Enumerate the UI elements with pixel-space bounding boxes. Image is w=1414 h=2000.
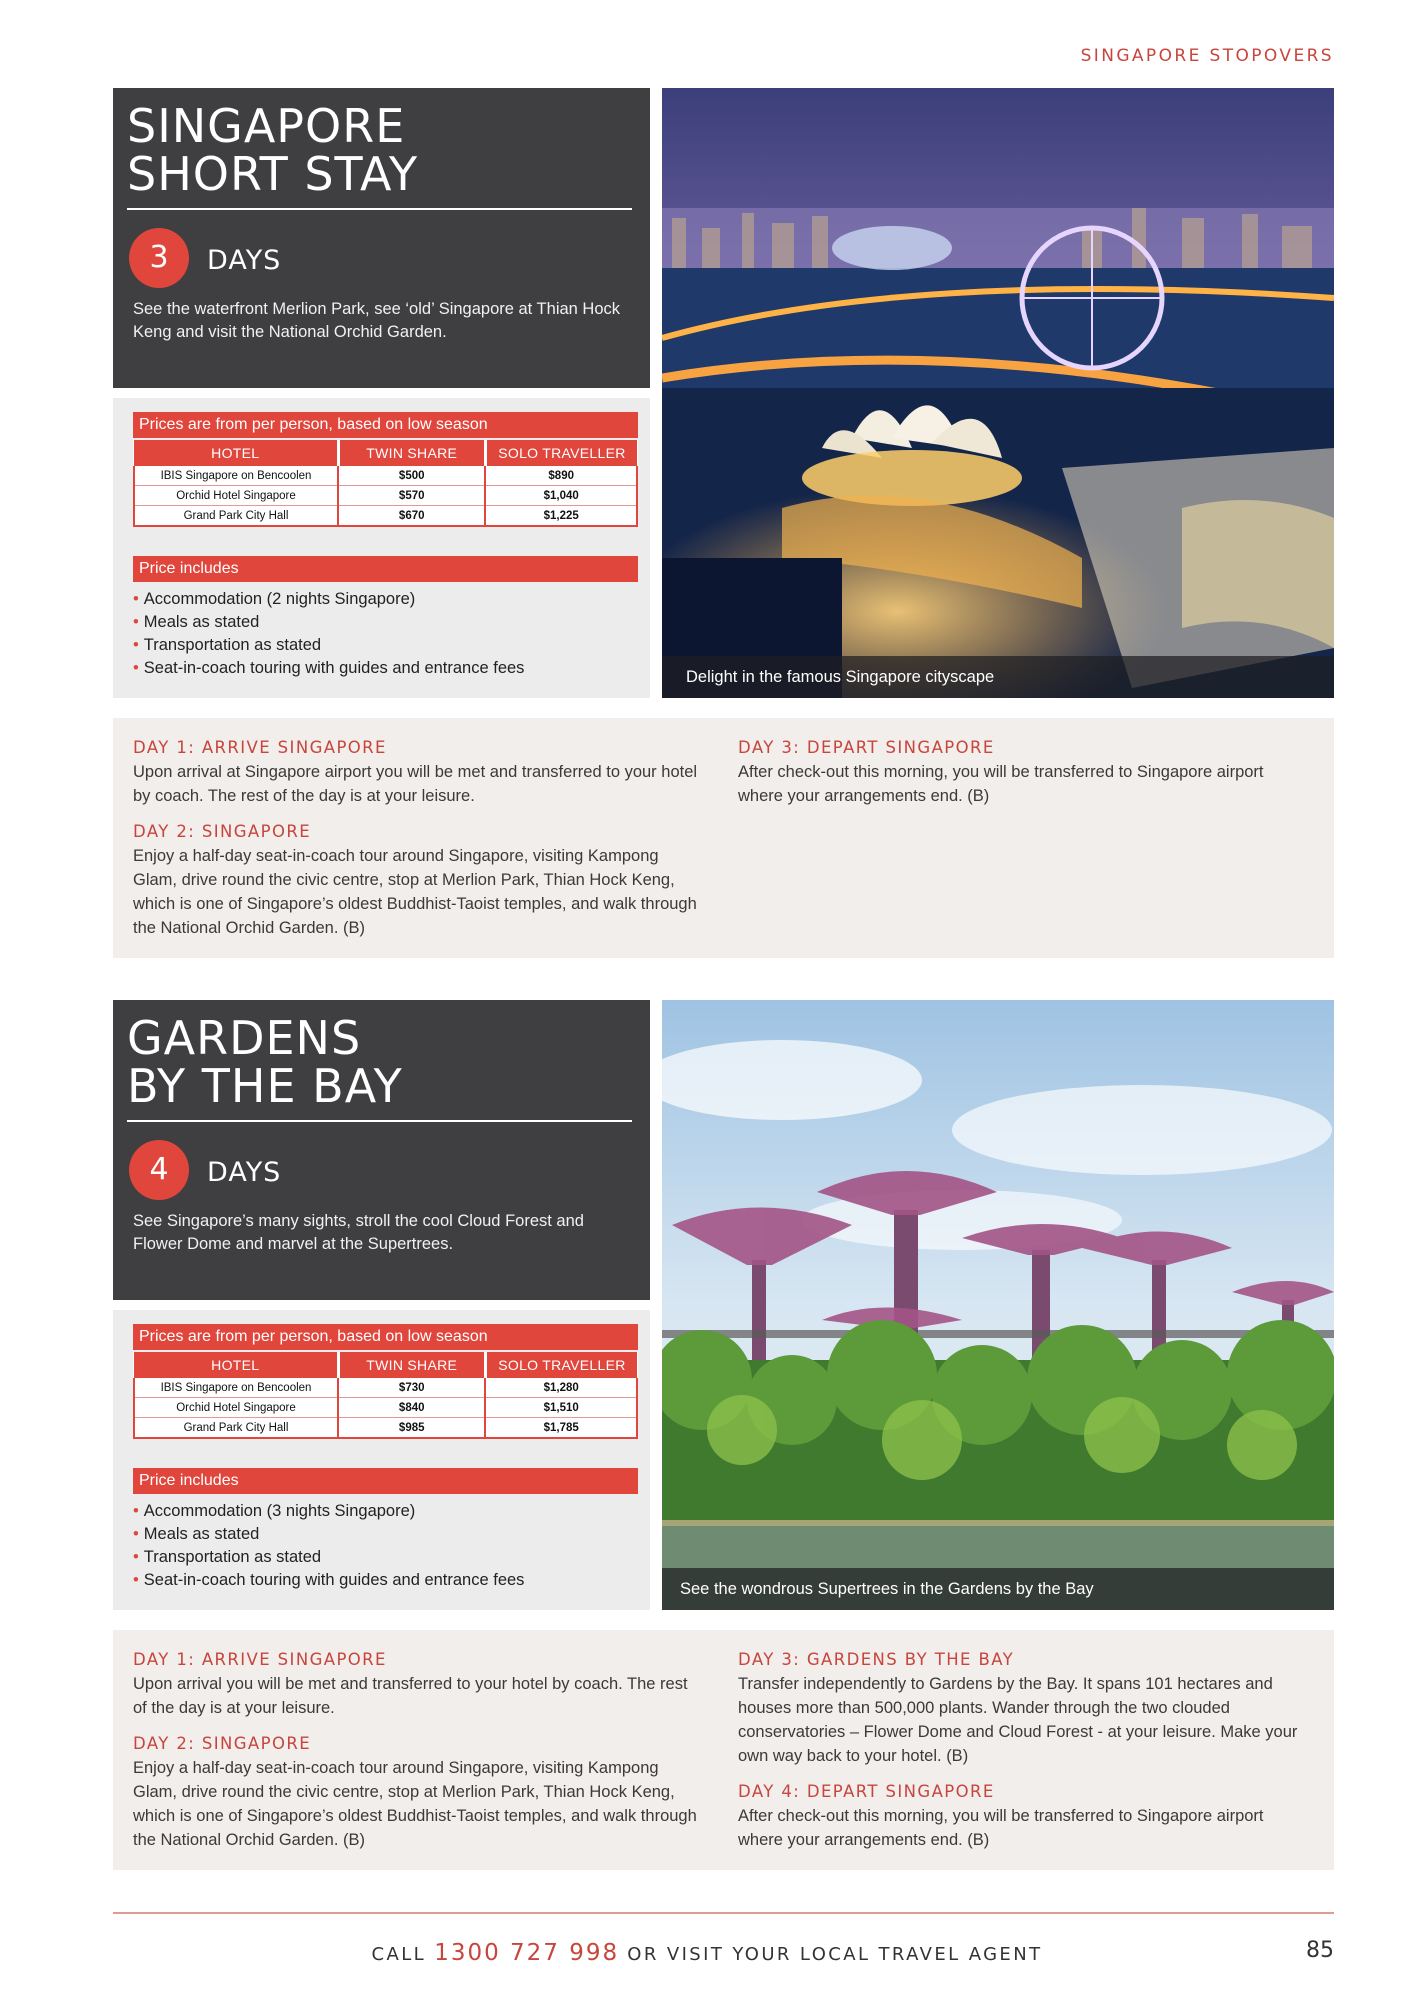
itinerary-panel bbox=[113, 718, 1334, 958]
price-table-header bbox=[134, 440, 637, 466]
list-item: • Transportation as stated bbox=[133, 1546, 524, 1569]
solo-price: $1,225 bbox=[485, 506, 637, 527]
price-table-header bbox=[134, 1352, 637, 1378]
days-label: DAYS bbox=[207, 245, 282, 276]
list-item: • Seat-in-coach touring with guides and entrance fees bbox=[133, 657, 524, 680]
solo-price: $890 bbox=[485, 466, 637, 486]
list-item: • Meals as stated bbox=[133, 611, 524, 634]
col-hotel: HOTEL bbox=[134, 440, 338, 466]
day-description: Upon arrival at Singapore airport you will be met and transferred to your hotel by coach. The rest of the day is at your leisure. bbox=[133, 763, 698, 805]
itinerary-day bbox=[738, 1780, 1303, 1852]
footer-divider bbox=[113, 1912, 1334, 1914]
solo-price: $1,785 bbox=[485, 1418, 637, 1439]
day-heading: DAY 1: ARRIVE SINGAPORE bbox=[133, 738, 387, 757]
photo-caption: See the wondrous Supertrees in the Gardens by the Bay bbox=[662, 1568, 1334, 1610]
day-description: Enjoy a half-day seat-in-coach tour around Singapore, visiting Kampong Glam, drive round the civic centre, stop at Merlion Park, Thian Hock Keng, which is one of Singapore’s oldest Buddhist-Taoist temples, and walk through the National Orchid Garden. (B) bbox=[133, 847, 697, 937]
itinerary-day bbox=[738, 1648, 1303, 1768]
photo-caption: Delight in the famous Singapore cityscape bbox=[662, 656, 1334, 698]
tour-title-line1: GARDENS bbox=[127, 1011, 362, 1065]
cityscape-illustration bbox=[662, 88, 1334, 698]
twin-share-price: $730 bbox=[338, 1378, 485, 1398]
col-solo-traveller: SOLO TRAVELLER bbox=[485, 440, 637, 466]
hotel-name: IBIS Singapore on Bencoolen bbox=[134, 1378, 338, 1398]
hotel-name: IBIS Singapore on Bencoolen bbox=[134, 466, 338, 486]
col-twin-share: TWIN SHARE bbox=[338, 1352, 485, 1378]
page-number: 85 bbox=[1306, 1938, 1334, 1963]
tour-title-panel bbox=[113, 1000, 650, 1300]
itinerary-day bbox=[738, 736, 1303, 808]
hotel-name: Grand Park City Hall bbox=[134, 1418, 338, 1439]
price-panel bbox=[113, 1310, 650, 1610]
itinerary-day bbox=[133, 736, 698, 808]
day-heading: DAY 1: ARRIVE SINGAPORE bbox=[133, 1650, 387, 1669]
hotel-name: Grand Park City Hall bbox=[134, 506, 338, 527]
cityscape-photo bbox=[662, 88, 1334, 698]
day-description: After check-out this morning, you will be transferred to Singapore airport where your arrangements end. (B) bbox=[738, 763, 1264, 805]
hotel-name: Orchid Hotel Singapore bbox=[134, 1398, 338, 1418]
table-row bbox=[134, 1398, 637, 1418]
title-divider bbox=[127, 208, 632, 210]
twin-share-price: $500 bbox=[338, 466, 485, 486]
day-heading: DAY 2: SINGAPORE bbox=[133, 1734, 312, 1753]
days-count-badge: 3 bbox=[129, 228, 189, 288]
price-caption: Prices are from per person, based on low season bbox=[133, 412, 638, 438]
itinerary-column-right bbox=[738, 1648, 1303, 1864]
days-label: DAYS bbox=[207, 1157, 282, 1188]
table-row bbox=[134, 506, 637, 527]
includes-caption: Price includes bbox=[133, 1468, 638, 1494]
footer-agent-text: OR VISIT YOUR LOCAL TRAVEL AGENT bbox=[627, 1944, 1043, 1965]
day-description: Upon arrival you will be met and transferred to your hotel by coach. The rest of the day is at your leisure. bbox=[133, 1675, 688, 1717]
tour-title-panel bbox=[113, 88, 650, 388]
list-item: • Seat-in-coach touring with guides and entrance fees bbox=[133, 1569, 524, 1592]
tour-description: See the waterfront Merlion Park, see ‘old’ Singapore at Thian Hock Keng and visit the National Orchid Garden. bbox=[133, 300, 621, 341]
day-heading: DAY 4: DEPART SINGAPORE bbox=[738, 1782, 995, 1801]
supertrees-illustration bbox=[662, 1000, 1334, 1610]
twin-share-price: $985 bbox=[338, 1418, 485, 1439]
itinerary-column-left bbox=[133, 1648, 698, 1864]
tour-description: See Singapore’s many sights, stroll the cool Cloud Forest and Flower Dome and marvel at the Supertrees. bbox=[133, 1212, 584, 1253]
itinerary-column-left bbox=[133, 736, 698, 952]
table-row bbox=[134, 1418, 637, 1439]
list-item: • Accommodation (2 nights Singapore) bbox=[133, 588, 524, 611]
itinerary-panel bbox=[113, 1630, 1334, 1870]
day-heading: DAY 3: DEPART SINGAPORE bbox=[738, 738, 995, 757]
tour-title-line1: SINGAPORE bbox=[127, 99, 406, 153]
includes-list bbox=[133, 1500, 524, 1592]
table-row bbox=[134, 466, 637, 486]
includes-caption: Price includes bbox=[133, 556, 638, 582]
twin-share-price: $670 bbox=[338, 506, 485, 527]
list-item: • Meals as stated bbox=[133, 1523, 524, 1546]
price-panel bbox=[113, 398, 650, 698]
tour-title-line2: BY THE BAY bbox=[127, 1059, 403, 1113]
title-divider bbox=[127, 1120, 632, 1122]
day-description: After check-out this morning, you will be transferred to Singapore airport where your arrangements end. (B) bbox=[738, 1807, 1264, 1849]
list-item: • Transportation as stated bbox=[133, 634, 524, 657]
price-table bbox=[133, 1352, 638, 1439]
day-heading: DAY 2: SINGAPORE bbox=[133, 822, 312, 841]
phone-number[interactable]: 1300 727 998 bbox=[434, 1940, 620, 1966]
tour-title bbox=[127, 1011, 403, 1113]
footer-call-to-action bbox=[0, 1940, 1414, 1966]
table-row bbox=[134, 1378, 637, 1398]
solo-price: $1,040 bbox=[485, 486, 637, 506]
day-description: Enjoy a half-day seat-in-coach tour around Singapore, visiting Kampong Glam, drive round the civic centre, stop at Merlion Park, Thian Hock Keng, which is one of Singapore’s oldest Buddhist-Taoist temples, and walk through the National Orchid Garden. (B) bbox=[133, 1759, 697, 1849]
itinerary-column-right bbox=[738, 736, 1303, 820]
tour-title bbox=[127, 99, 419, 201]
itinerary-day bbox=[133, 1648, 698, 1720]
itinerary-day bbox=[133, 820, 698, 940]
twin-share-price: $840 bbox=[338, 1398, 485, 1418]
day-description: Transfer independently to Gardens by the Bay. It spans 101 hectares and houses more than 500,000 plants. Wander through the two clouded conservatories – Flower Dome and Cloud Forest - at your leisure. Make your own way back to your hotel. (B) bbox=[738, 1675, 1298, 1765]
day-heading: DAY 3: GARDENS BY THE BAY bbox=[738, 1650, 1015, 1669]
itinerary-day bbox=[133, 1732, 698, 1852]
section-header: SINGAPORE STOPOVERS bbox=[1080, 46, 1334, 66]
footer-call-label: CALL bbox=[371, 1944, 427, 1965]
hotel-name: Orchid Hotel Singapore bbox=[134, 486, 338, 506]
days-count-badge: 4 bbox=[129, 1140, 189, 1200]
col-solo-traveller: SOLO TRAVELLER bbox=[485, 1352, 637, 1378]
list-item: • Accommodation (3 nights Singapore) bbox=[133, 1500, 524, 1523]
table-row bbox=[134, 486, 637, 506]
supertrees-photo bbox=[662, 1000, 1334, 1610]
tour-title-line2: SHORT STAY bbox=[127, 147, 419, 201]
includes-list bbox=[133, 588, 524, 680]
price-table bbox=[133, 440, 638, 527]
solo-price: $1,510 bbox=[485, 1398, 637, 1418]
solo-price: $1,280 bbox=[485, 1378, 637, 1398]
price-caption: Prices are from per person, based on low season bbox=[133, 1324, 638, 1350]
col-twin-share: TWIN SHARE bbox=[338, 440, 485, 466]
col-hotel: HOTEL bbox=[134, 1352, 338, 1378]
twin-share-price: $570 bbox=[338, 486, 485, 506]
